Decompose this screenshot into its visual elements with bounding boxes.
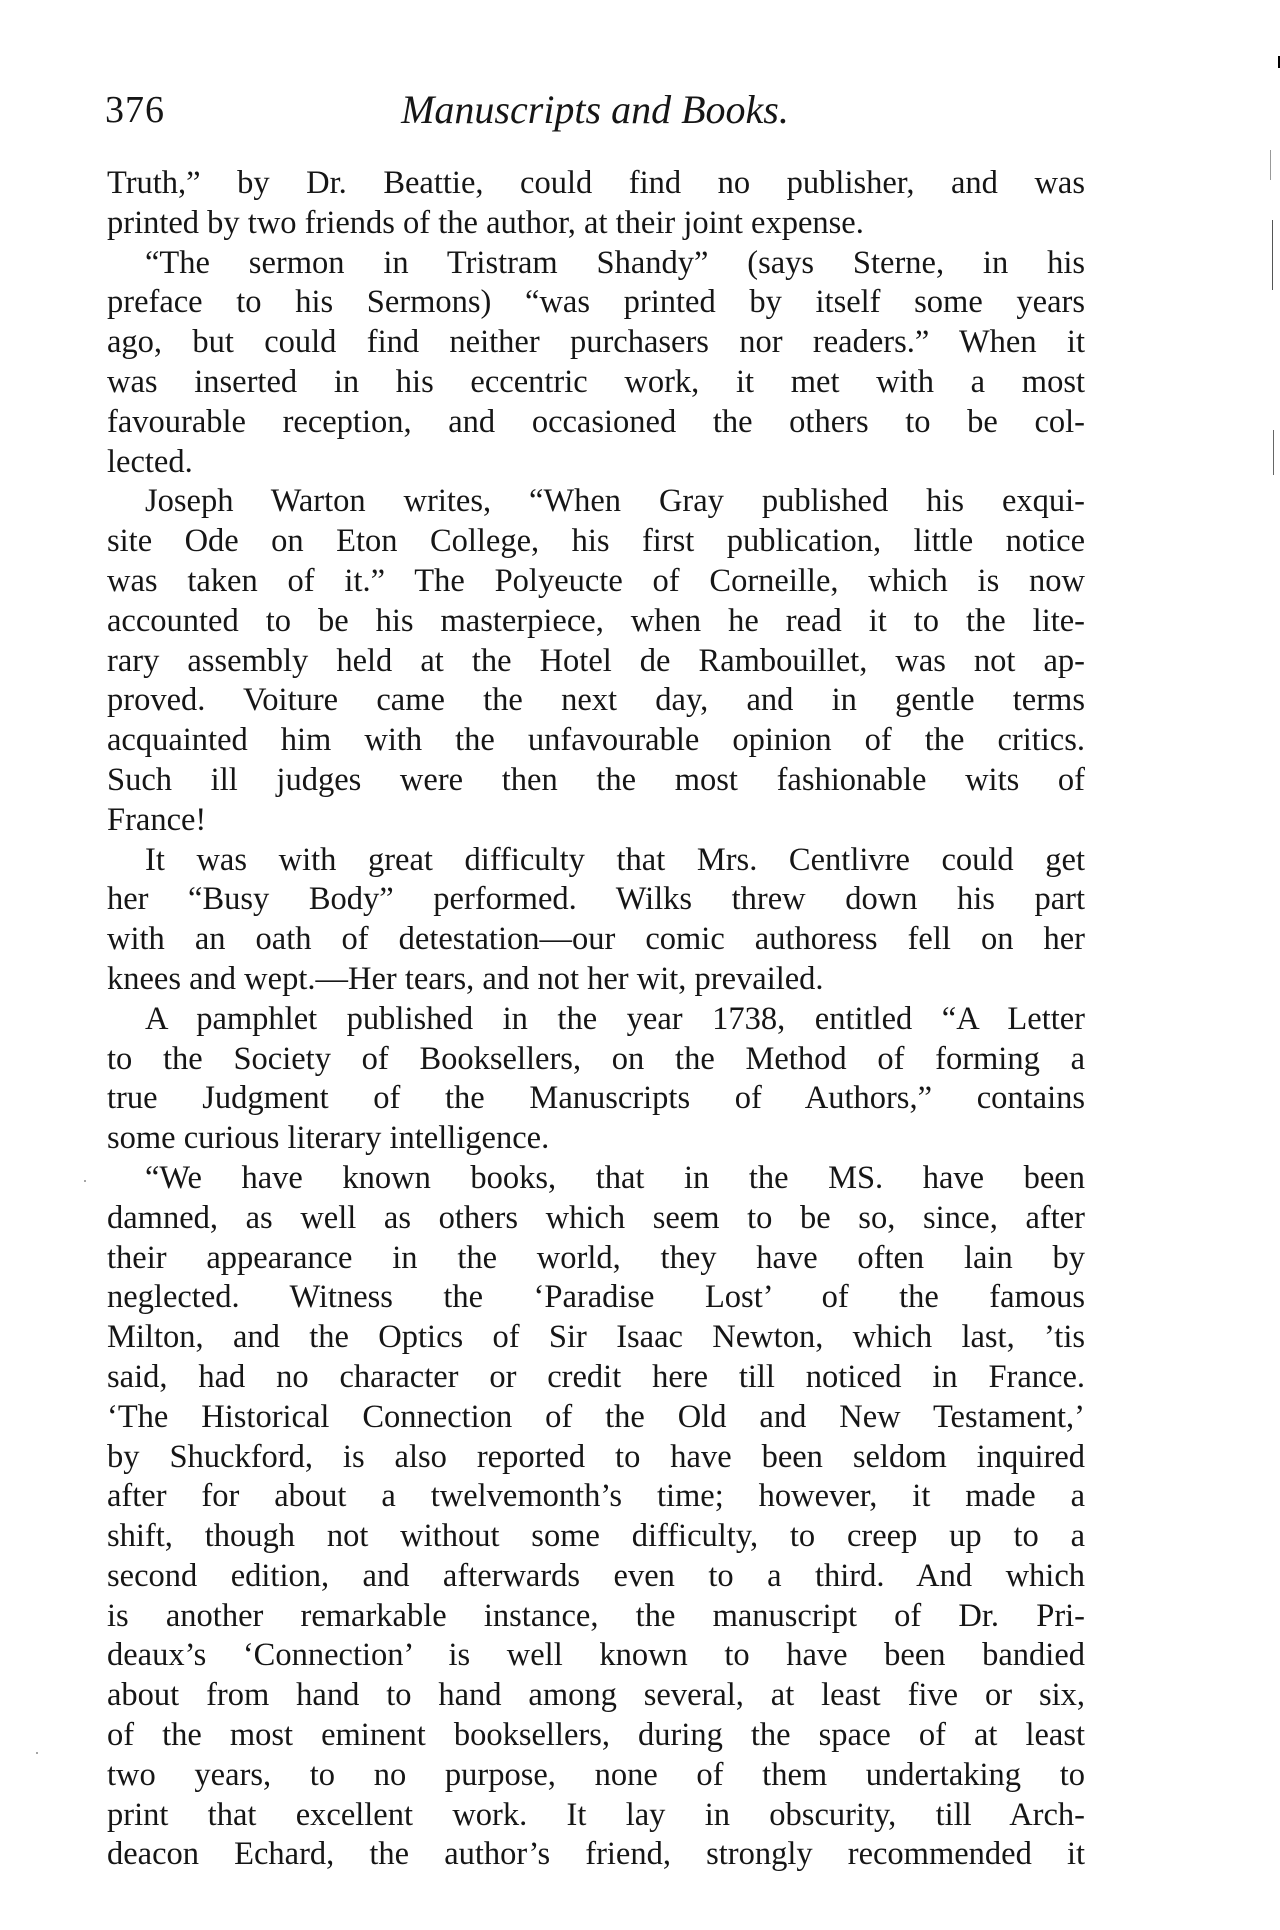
text-line: France! [107,801,207,838]
text-line: Truth,” by Dr. Beattie, could find no publisher, and was [107,165,1085,201]
text-line: two years, to no purpose, none of them undertaking to [107,1756,1085,1793]
scan-speck [84,1180,86,1182]
scan-edge-mark [1270,150,1271,180]
paragraph-6 [107,1159,1085,1875]
text-line: of the most eminent booksellers, during the space of at least [107,1717,1085,1754]
paragraph-4 [107,841,1085,1000]
text-line: was taken of it.” The Polyeucte of Corneille, which is now [107,562,1085,599]
text-line: second edition, and afterwards even to a third. And which [107,1557,1085,1594]
text-line: rary assembly held at the Hotel de Rambouillet, was not ap- [107,642,1085,679]
text-line: is another remarkable instance, the manuscript of Dr. Pri- [107,1597,1085,1634]
page-header [105,80,1085,140]
text-line: knees and wept.—Her tears, and not her wit, prevailed. [107,960,824,997]
text-line: about from hand to hand among several, at least five or six, [107,1677,1085,1714]
text-line: proved. Voiture came the next day, and in gentle terms [107,682,1085,719]
text-line: preface to his Sermons) “was printed by itself some years [107,284,1085,321]
text-line: A pamphlet published in the year 1738, entitled “A Letter [145,1000,1085,1037]
paragraph-2 [107,244,1085,483]
text-line: deaux’s ‘Connection’ is well known to have been bandied [107,1637,1085,1674]
paragraph-1 [107,164,1085,244]
text-line: “We have known books, that in the MS. have been [145,1159,1085,1196]
text-line: Joseph Warton writes, “When Gray published his exqui- [145,483,1085,520]
running-title: Manuscripts and Books. [401,87,789,132]
scan-speck [36,1752,38,1754]
text-line: site Ode on Eton College, his first publication, little notice [107,523,1085,560]
text-line: favourable reception, and occasioned the others to be col- [107,403,1085,440]
paragraph-3 [107,482,1085,840]
text-line: to the Society of Booksellers, on the Method of forming a [107,1040,1085,1077]
text-line: some curious literary intelligence. [107,1120,550,1157]
text-line: ago, but could find neither purchasers nor readers.” When it [107,324,1085,361]
text-line: true Judgment of the Manuscripts of Authors,” contains [107,1080,1085,1117]
text-line: acquainted him with the unfavourable opinion of the critics. [107,722,1085,759]
paragraph-5 [107,1000,1085,1159]
text-line: her “Busy Body” performed. Wilks threw down his part [107,881,1085,918]
text-line: print that excellent work. It lay in obscurity, till Arch- [107,1796,1085,1833]
text-line: It was with great difficulty that Mrs. Centlivre could get [145,841,1085,878]
text-line: ‘The Historical Connection of the Old and New Testament,’ [107,1398,1085,1435]
text-line: accounted to be his masterpiece, when he read it to the lite- [107,602,1085,639]
text-line: damned, as well as others which seem to be so, since, after [107,1199,1085,1236]
text-line: after for about a twelvemonth’s time; however, it made a [107,1478,1085,1515]
text-line: Such ill judges were then the most fashionable wits of [107,761,1085,798]
scan-edge-mark [1273,430,1274,475]
text-line: shift, though not without some difficulty, to creep up to a [107,1518,1085,1555]
text-line: by Shuckford, is also reported to have been seldom inquired [107,1438,1085,1475]
text-line: Milton, and the Optics of Sir Isaac Newton, which last, ’tis [107,1319,1085,1356]
text-line: printed by two friends of the author, at their joint expense. [107,204,864,241]
text-line: “The sermon in Tristram Shandy” (says Sterne, in his [145,244,1085,281]
text-line: their appearance in the world, they have often lain by [107,1239,1085,1276]
text-line: neglected. Witness the ‘Paradise Lost’ of the famous [107,1279,1085,1316]
text-line: was inserted in his eccentric work, it met with a most [107,363,1085,400]
text-line: said, had no character or credit here till noticed in France. [107,1358,1085,1395]
page-number: 376 [105,89,165,131]
text-line: with an oath of detestation—our comic authoress fell on her [107,921,1085,958]
text-line: deacon Echard, the author’s friend, strongly recommended it [107,1836,1085,1873]
body-text [107,164,1085,1875]
scan-edge-mark [1272,220,1273,290]
text-line: lected. [107,443,193,480]
